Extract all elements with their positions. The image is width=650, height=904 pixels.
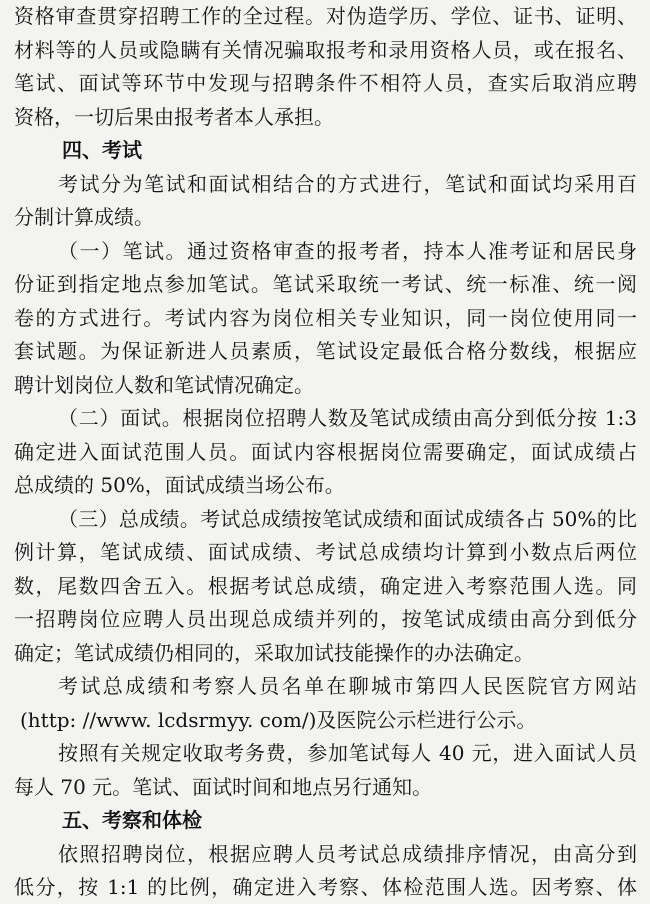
text-line-url: (http: //www. lcdsrmyy. com/)及医院公示栏进行公示。 [20,707,537,732]
text-line: 每人 70 元。笔试、面试时间和地点另行通知。 [14,774,433,799]
text-line: 总成绩的 50%，面试成绩当场公布。 [14,473,345,497]
text-line: 按照有关规定收取考务费，参加笔试每人 40 元，进入面试人员 [58,741,637,765]
text-line: （一）笔试。通过资格审查的报考者，持本人准考证和居民身 [58,238,637,263]
text-line: 确定；笔试成绩仍相同的，采取加试技能操作的办法确定。 [14,640,534,665]
text-line: 数，尾数四舍五入。根据考试总成绩，确定进入考察范围人选。同 [14,573,637,598]
text-line: 聘计划岗位人数和笔试情况确定。 [14,372,314,397]
text-line: 一招聘岗位应聘人员出现总成绩并列的，按笔试成绩由高分到低分 [14,607,637,631]
text-line: 低分，按 1:1 的比例，确定进入考察、体检范围人选。因考察、体 [14,875,637,899]
text-line: 考试总成绩和考察人员名单在聊城市第四人民医院官方网站 [58,674,637,698]
text-line: 依照招聘岗位，根据应聘人员考试总成绩排序情况，由高分到 [58,841,637,866]
text-line: 资格审查贯穿招聘工作的全过程。对伪造学历、学位、证书、证明、 [14,4,637,28]
text-line: 材料等的人员或隐瞒有关情况骗取报考和录用资格人员，或在报名、 [14,37,637,62]
text-line: （三）总成绩。考试总成绩按笔试成绩和面试成绩各占 50%的比 [58,506,637,531]
section-heading-inspection: 五、考察和体检 [62,808,202,832]
text-line: 确定进入面试范围人员。面试内容根据岗位需要确定，面试成绩占 [14,439,637,464]
text-line: 资格，一切后果由报考者本人承担。 [14,104,334,129]
document-body [14,0,637,904]
text-line: （二）面试。根据岗位招聘人数及笔试成绩由高分到低分按 1:3 [58,406,637,430]
text-line: 套试题。为保证新进人员素质，笔试设定最低合格分数线，根据应 [14,339,637,363]
text-line: 笔试、面试等环节中发现与招聘条件不相符人员，查实后取消应聘 [14,71,637,95]
text-line: 考试分为笔试和面试相结合的方式进行，笔试和面试均采用百 [58,171,637,196]
text-line: 卷的方式进行。考试内容为岗位相关专业知识，同一岗位使用同一 [14,305,637,330]
text-line: 分制计算成绩。 [14,205,154,229]
text-line: 份证到指定地点参加笔试。笔试采取统一考试、统一标准、统一阅 [14,272,637,296]
section-heading-exam: 四、考试 [62,138,142,162]
text-line: 例计算，笔试成绩、面试成绩、考试总成绩均计算到小数点后两位 [14,540,637,564]
